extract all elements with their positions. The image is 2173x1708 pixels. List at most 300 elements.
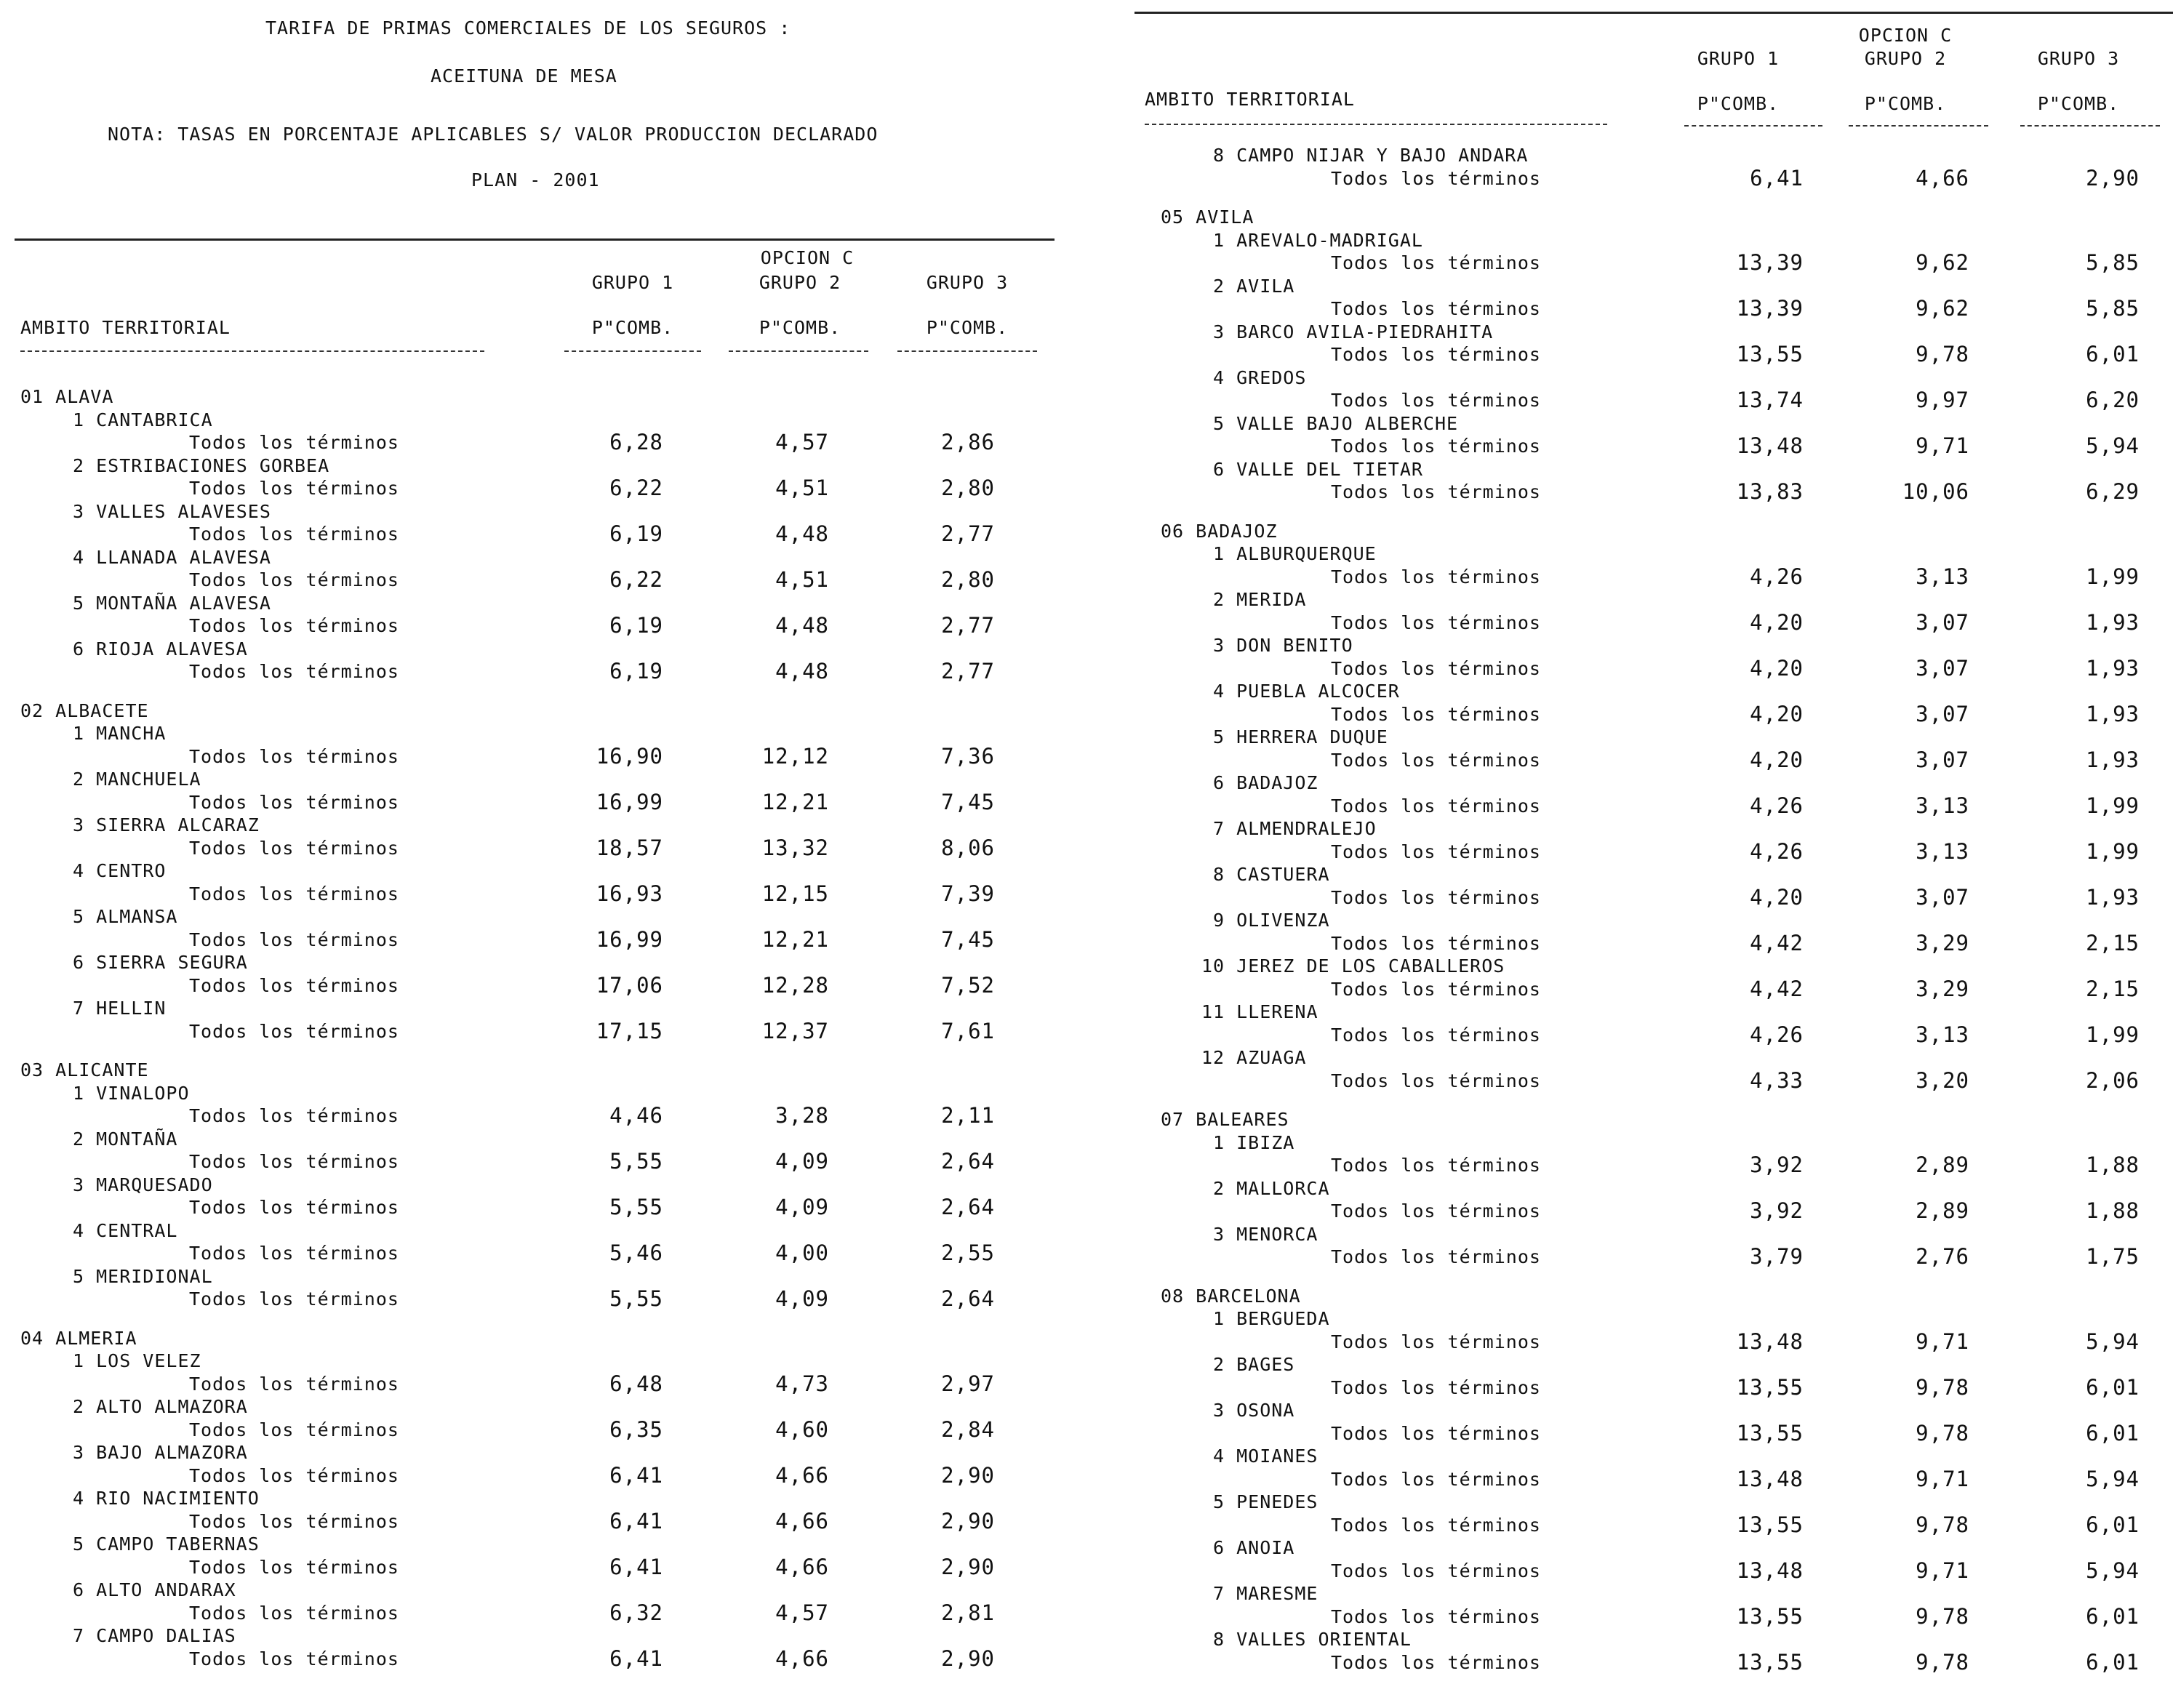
grupo3-value: 1,99 [2086, 1022, 2140, 1047]
zone-heading [0, 1082, 1076, 1105]
terms-label: Todos los términos [189, 1373, 399, 1395]
terms-label: Todos los términos [1331, 436, 1541, 457]
ambito-header: AMBITO TERRITORIAL [20, 317, 231, 338]
grupo1-value: 13,55 [1736, 1374, 1804, 1400]
zone-heading [1113, 955, 2173, 978]
grupo3-value: 1,99 [2086, 838, 2140, 864]
terms-label: Todos los términos [189, 883, 399, 905]
grupo3-value: 1,99 [2086, 793, 2140, 818]
table-row [1113, 1468, 2173, 1491]
grupo3-value: 5,85 [2086, 296, 2140, 321]
grupo2-value: 9,78 [1916, 342, 1969, 366]
zone-label: 3 MENORCA [1213, 1223, 1318, 1245]
grupo1-value: 13,48 [1736, 1557, 1804, 1583]
province-label: 04 ALMERIA [20, 1327, 137, 1349]
grupo2-value: 4,00 [775, 1240, 829, 1265]
grupo2-value: 3,07 [1916, 884, 1969, 910]
grupo2-value: 2,89 [1916, 1198, 1969, 1223]
grupo1-value: 6,35 [609, 1416, 663, 1442]
grupo2-value: 9,62 [1916, 250, 1969, 275]
grupo3-value: 2,55 [941, 1240, 995, 1265]
grupo2-value: 9,71 [1916, 433, 1969, 458]
grupo3-value: 5,94 [2086, 433, 2140, 458]
section-gap [1113, 190, 2173, 206]
table-row [1113, 566, 2173, 589]
grupo2-value: 3,13 [1916, 1022, 1969, 1047]
right-grupo3-header: GRUPO 3 [2037, 48, 2120, 69]
zone-label: 1 MANCHA [73, 723, 167, 744]
zone-heading [0, 951, 1076, 974]
zone-heading [0, 814, 1076, 837]
grupo1-value: 4,20 [1750, 747, 1804, 772]
zone-label: 3 SIERRA ALCARAZ [73, 814, 260, 835]
grupo1-value: 4,42 [1750, 930, 1804, 955]
terms-label: Todos los términos [189, 745, 399, 767]
grupo1-value: 5,46 [609, 1240, 663, 1265]
grupo1-value: 6,41 [609, 1462, 663, 1488]
zone-heading [0, 1533, 1076, 1556]
table-row [1113, 481, 2173, 504]
zone-label: 5 CAMPO TABERNAS [73, 1533, 260, 1555]
province-label: 03 ALICANTE [20, 1059, 149, 1080]
terms-label: Todos los términos [189, 791, 399, 813]
grupo3-value: 2,77 [941, 521, 995, 546]
zone-label: 2 AVILA [1213, 275, 1295, 297]
grupo2-value: 3,28 [775, 1103, 829, 1128]
table-row [0, 791, 1076, 814]
zone-label: 1 ALBURQUERQUE [1213, 543, 1377, 564]
grupo1-value: 13,55 [1736, 1603, 1804, 1629]
zone-heading [1113, 1131, 2173, 1155]
grupo1-value: 5,55 [609, 1195, 663, 1219]
right-ambito-header: AMBITO TERRITORIAL [1145, 89, 1355, 110]
right-grupo1-header: GRUPO 1 [1697, 48, 1780, 69]
grupo1-value: 6,41 [609, 1508, 663, 1533]
terms-label: Todos los términos [1331, 1376, 1541, 1398]
zone-heading [1113, 726, 2173, 749]
grupo2-value: 9,78 [1916, 1649, 1969, 1675]
zone-heading [1113, 588, 2173, 612]
grupo2-value: 3,29 [1916, 976, 1969, 1001]
table-row [1113, 703, 2173, 726]
grupo3-value: 2,90 [941, 1462, 995, 1488]
grupo2-value: 4,51 [775, 476, 829, 500]
grupo2-value: 3,07 [1916, 701, 1969, 726]
grupo1-value: 6,22 [609, 476, 663, 500]
zone-label: 3 BAJO ALMAZORA [73, 1442, 248, 1463]
grupo1-value: 16,90 [596, 743, 663, 769]
grupo3-value: 2,64 [941, 1149, 995, 1174]
zone-heading [0, 1219, 1076, 1243]
terms-label: Todos los términos [1331, 1246, 1541, 1267]
title-line-1: TARIFA DE PRIMAS COMERCIALES DE LOS SEGUROS : [265, 17, 791, 39]
table-row [0, 1602, 1076, 1625]
zone-heading [1113, 1046, 2173, 1070]
grupo1-value: 6,41 [1750, 165, 1804, 191]
terms-label: Todos los términos [1331, 1560, 1541, 1581]
table-row [0, 974, 1076, 998]
zone-heading [1113, 1628, 2173, 1651]
zone-heading [0, 1128, 1076, 1151]
zone-heading [1113, 1223, 2173, 1246]
grupo3-pcomb: P"COMB. [926, 317, 1009, 338]
grupo2-value: 9,62 [1916, 296, 1969, 321]
zone-label: 4 GREDOS [1213, 366, 1307, 388]
grupo2-value: 4,09 [775, 1149, 829, 1174]
terms-label: Todos los términos [189, 1197, 399, 1218]
zone-heading [1113, 771, 2173, 795]
grupo2-value: 4,66 [775, 1462, 829, 1488]
zone-heading [1113, 1001, 2173, 1024]
grupo1-value: 13,55 [1736, 1649, 1804, 1675]
zone-heading [1113, 366, 2173, 390]
table-row [1113, 1328, 2173, 1354]
zone-label: 2 ALTO ALMAZORA [73, 1396, 248, 1417]
grupo2-value: 4,66 [775, 1554, 829, 1579]
table-row [1113, 749, 2173, 772]
grupo3-value: 2,77 [941, 659, 995, 683]
zone-label: 11 LLERENA [1201, 1001, 1318, 1022]
grupo2-value: 9,71 [1916, 1557, 1969, 1583]
grupo1-value: 13,55 [1736, 342, 1804, 366]
grupo1-value: 4,26 [1750, 564, 1804, 589]
zone-heading [0, 1265, 1076, 1288]
grupo2-value: 4,09 [775, 1195, 829, 1219]
zone-label: 3 DON BENITO [1213, 635, 1353, 656]
grupo1-value: 4,46 [609, 1103, 663, 1128]
table-row [1113, 1605, 2173, 1629]
grupo1-value: 3,92 [1750, 1152, 1804, 1177]
grupo3-value: 2,80 [941, 476, 995, 500]
zone-label: 1 IBIZA [1213, 1131, 1295, 1153]
zone-heading [0, 1174, 1076, 1197]
grupo1-value: 4,26 [1750, 793, 1804, 818]
grupo3-value: 1,93 [2086, 609, 2140, 635]
grupo3-value: 6,01 [2086, 342, 2140, 366]
right-grupo3-underline [2020, 125, 2160, 127]
grupo1-value: 13,48 [1736, 1328, 1804, 1354]
grupo1-value: 4,26 [1750, 1022, 1804, 1047]
table-row [0, 523, 1076, 546]
grupo2-value: 3,07 [1916, 655, 1969, 681]
table-row [0, 1416, 1076, 1442]
zone-label: 3 BARCO AVILA-PIEDRAHITA [1213, 321, 1494, 342]
title-line-4: PLAN - 2001 [471, 169, 600, 191]
grupo3-value: 2,90 [941, 1554, 995, 1579]
grupo1-value: 4,20 [1750, 609, 1804, 635]
table-row [1113, 343, 2173, 366]
grupo3-value: 2,90 [2086, 165, 2140, 191]
zone-heading [1113, 412, 2173, 436]
province-label: 06 BADAJOZ [1161, 520, 1278, 542]
zone-heading [1113, 542, 2173, 566]
terms-label: Todos los términos [189, 1243, 399, 1264]
terms-label: Todos los términos [189, 432, 399, 453]
table-row [1113, 657, 2173, 681]
terms-label: Todos los términos [189, 615, 399, 636]
zone-label: 6 RIOJA ALAVESA [73, 638, 248, 659]
grupo3-value: 5,94 [2086, 1466, 2140, 1491]
table-row [0, 1288, 1076, 1311]
grupo1-value: 17,06 [596, 972, 663, 998]
zone-heading [1113, 1307, 2173, 1331]
zone-label: 2 MONTAÑA [73, 1128, 178, 1150]
right-column [1113, 0, 2173, 1708]
grupo1-underline [564, 350, 701, 352]
zone-heading [0, 1579, 1076, 1602]
grupo3-value: 6,01 [2086, 1420, 2140, 1446]
grupo2-underline [729, 350, 868, 352]
terms-label: Todos los términos [1331, 1422, 1541, 1444]
grupo3-value: 6,01 [2086, 1603, 2140, 1629]
terms-label: Todos los términos [189, 478, 399, 499]
grupo3-value: 6,29 [2086, 479, 2140, 504]
terms-label: Todos los términos [1331, 703, 1541, 725]
grupo1-value: 6,19 [609, 521, 663, 546]
zone-heading [0, 500, 1076, 524]
terms-label: Todos los términos [1331, 1651, 1541, 1673]
section-gap [1113, 1269, 2173, 1285]
zone-heading [0, 859, 1076, 883]
zone-heading [0, 1624, 1076, 1648]
grupo2-value: 4,57 [775, 430, 829, 454]
province-label: 05 AVILA [1161, 207, 1254, 228]
terms-label: Todos los términos [1331, 1200, 1541, 1222]
table-row [0, 614, 1076, 638]
terms-label: Todos los términos [189, 569, 399, 590]
table-row [0, 1150, 1076, 1174]
grupo1-value: 4,33 [1750, 1067, 1804, 1093]
grupo2-value: 10,06 [1902, 479, 1969, 504]
grupo2-value: 4,66 [1916, 165, 1969, 191]
zone-label: 4 CENTRO [73, 860, 167, 881]
grupo2-value: 3,20 [1916, 1067, 1969, 1093]
grupo2-value: 4,60 [775, 1416, 829, 1442]
table-row [0, 660, 1076, 683]
title-line-2: ACEITUNA DE MESA [431, 65, 617, 87]
zone-label: 2 BAGES [1213, 1354, 1295, 1375]
zone-heading [0, 1487, 1076, 1510]
right-grupo2-header: GRUPO 2 [1864, 48, 1947, 69]
grupo1-value: 6,41 [609, 1554, 663, 1579]
terms-label: Todos los términos [189, 1464, 399, 1486]
zone-label: 3 MARQUESADO [73, 1174, 213, 1195]
zone-heading [0, 546, 1076, 569]
grupo3-value: 1,93 [2086, 747, 2140, 772]
grupo2-value: 4,57 [775, 1600, 829, 1625]
province-heading [0, 699, 1076, 723]
province-label: 01 ALAVA [20, 386, 114, 407]
grupo1-value: 17,15 [596, 1018, 663, 1043]
zone-heading [0, 454, 1076, 478]
grupo3-underline [897, 350, 1037, 352]
grupo2-value: 13,32 [761, 835, 829, 860]
zone-heading [1113, 1353, 2173, 1376]
province-heading [1113, 1108, 2173, 1131]
terms-label: Todos los términos [1331, 657, 1541, 679]
table-row [1113, 1024, 2173, 1047]
table-row [1113, 1514, 2173, 1537]
grupo2-value: 9,97 [1916, 388, 1969, 412]
zone-label: 4 CENTRAL [73, 1219, 178, 1241]
grupo3-value: 6,01 [2086, 1374, 2140, 1400]
grupo2-header: GRUPO 2 [759, 272, 841, 293]
table-row [0, 1464, 1076, 1488]
grupo2-value: 3,07 [1916, 747, 1969, 772]
grupo1-value: 4,20 [1750, 655, 1804, 681]
grupo1-value: 6,28 [609, 430, 663, 454]
grupo2-value: 9,78 [1916, 1374, 1969, 1400]
zone-heading [0, 997, 1076, 1020]
grupo1-value: 3,79 [1750, 1244, 1804, 1269]
table-row [0, 1645, 1076, 1671]
grupo1-value: 13,55 [1736, 1420, 1804, 1446]
grupo1-header: GRUPO 1 [591, 272, 674, 293]
terms-label: Todos los términos [1331, 886, 1541, 908]
table-row [1113, 978, 2173, 1001]
grupo2-value: 9,78 [1916, 1512, 1969, 1537]
left-column [0, 0, 1076, 1708]
grupo2-value: 12,15 [761, 881, 829, 906]
grupo3-value: 2,97 [941, 1371, 995, 1396]
table-row [1113, 886, 2173, 910]
grupo2-value: 4,48 [775, 659, 829, 683]
terms-label: Todos los términos [189, 929, 399, 950]
zone-label: 7 MARESME [1213, 1583, 1318, 1604]
terms-label: Todos los términos [189, 837, 399, 859]
grupo1-value: 13,48 [1736, 1466, 1804, 1491]
terms-label: Todos los términos [189, 1602, 399, 1624]
grupo3-value: 7,52 [941, 972, 995, 998]
zone-label: 8 VALLES ORIENTAL [1213, 1629, 1412, 1650]
zone-heading [1113, 1445, 2173, 1468]
grupo2-value: 4,48 [775, 521, 829, 546]
right-table-body [1113, 144, 2173, 1674]
grupo1-value: 13,74 [1736, 388, 1804, 412]
terms-label: Todos los términos [1331, 1070, 1541, 1091]
grupo1-value: 5,55 [609, 1149, 663, 1174]
zone-label: 6 ALTO ANDARAX [73, 1579, 236, 1600]
grupo2-value: 2,76 [1916, 1244, 1969, 1269]
zone-heading [0, 592, 1076, 615]
terms-label: Todos los términos [189, 1510, 399, 1532]
grupo1-value: 16,93 [596, 881, 663, 906]
grupo2-value: 12,28 [761, 972, 829, 998]
grupo2-value: 12,21 [761, 789, 829, 814]
grupo2-value: 3,07 [1916, 609, 1969, 635]
zone-heading [0, 905, 1076, 929]
grupo3-value: 1,93 [2086, 655, 2140, 681]
grupo2-value: 12,37 [761, 1018, 829, 1043]
grupo1-value: 4,42 [1750, 976, 1804, 1001]
table-row [0, 1510, 1076, 1533]
terms-label: Todos los términos [1331, 167, 1541, 189]
zone-label: 1 CANTABRICA [73, 409, 213, 430]
table-row [0, 1196, 1076, 1219]
terms-label: Todos los términos [1331, 612, 1541, 633]
terms-label: Todos los términos [1331, 978, 1541, 1000]
zone-heading [1113, 1177, 2173, 1200]
terms-label: Todos los términos [189, 524, 399, 545]
grupo2-value: 3,13 [1916, 564, 1969, 589]
table-row [1113, 435, 2173, 458]
zone-label: 7 CAMPO DALIAS [73, 1625, 236, 1646]
title-line-3: NOTA: TASAS EN PORCENTAJE APLICABLES S/ VALOR PRODUCCION DECLARADO [108, 124, 879, 145]
table-row [1113, 1154, 2173, 1177]
grupo1-value: 4,26 [1750, 838, 1804, 864]
right-grupo2-underline [1849, 125, 1988, 127]
grupo3-value: 2,15 [2086, 930, 2140, 955]
terms-label: Todos los términos [189, 661, 399, 682]
province-label: 07 BALEARES [1161, 1109, 1289, 1130]
terms-label: Todos los términos [1331, 1155, 1541, 1176]
grupo3-value: 2,80 [941, 567, 995, 592]
table-row [0, 926, 1076, 952]
zone-heading [0, 409, 1076, 432]
grupo3-value: 7,45 [941, 926, 995, 952]
zone-label: 2 MALLORCA [1213, 1177, 1330, 1199]
grupo3-value: 2,81 [941, 1600, 995, 1625]
grupo2-value: 3,29 [1916, 930, 1969, 955]
terms-label: Todos los términos [1331, 841, 1541, 862]
terms-label: Todos los términos [189, 1020, 399, 1042]
zone-label: 1 BERGUEDA [1213, 1308, 1330, 1329]
table-row [1113, 932, 2173, 955]
zone-heading [0, 1395, 1076, 1419]
grupo3-value: 7,39 [941, 881, 995, 906]
left-table-body [0, 385, 1076, 1670]
terms-label: Todos los términos [189, 1648, 399, 1669]
table-row [0, 569, 1076, 592]
zone-heading [1113, 909, 2173, 932]
zone-label: 5 VALLE BAJO ALBERCHE [1213, 412, 1459, 434]
zone-label: 1 VINALOPO [73, 1082, 190, 1104]
zone-heading [1113, 144, 2173, 167]
grupo3-value: 2,86 [941, 430, 995, 454]
right-top-rule [1134, 12, 2173, 14]
grupo1-value: 6,41 [609, 1645, 663, 1671]
grupo1-value: 13,39 [1736, 250, 1804, 275]
zone-label: 5 ALMANSA [73, 906, 178, 927]
grupo3-value: 2,11 [941, 1103, 995, 1128]
grupo2-value: 4,48 [775, 613, 829, 638]
table-row [0, 1242, 1076, 1265]
grupo3-value: 7,45 [941, 789, 995, 814]
zone-label: 6 SIERRA SEGURA [73, 952, 248, 973]
terms-label: Todos los términos [189, 1556, 399, 1578]
zone-heading [0, 722, 1076, 745]
zone-label: 4 PUEBLA ALCOCER [1213, 681, 1400, 702]
right-grupo3-pcomb: P"COMB. [2037, 93, 2120, 114]
table-row [0, 477, 1076, 500]
right-ambito-underline [1145, 124, 1607, 125]
grupo2-pcomb: P"COMB. [759, 317, 841, 338]
terms-label: Todos los términos [1331, 1514, 1541, 1536]
grupo3-value: 7,36 [941, 743, 995, 769]
terms-label: Todos los términos [189, 1151, 399, 1172]
right-grupo1-underline [1684, 125, 1822, 127]
province-heading [1113, 206, 2173, 229]
zone-heading [1113, 634, 2173, 657]
grupo3-value: 8,06 [941, 835, 995, 860]
zone-heading [1113, 229, 2173, 252]
grupo1-value: 6,19 [609, 613, 663, 638]
terms-label: Todos los términos [189, 1288, 399, 1310]
grupo3-value: 2,06 [2086, 1067, 2140, 1093]
province-heading [0, 385, 1076, 409]
zone-heading [1113, 1582, 2173, 1605]
grupo2-value: 9,71 [1916, 1328, 1969, 1354]
